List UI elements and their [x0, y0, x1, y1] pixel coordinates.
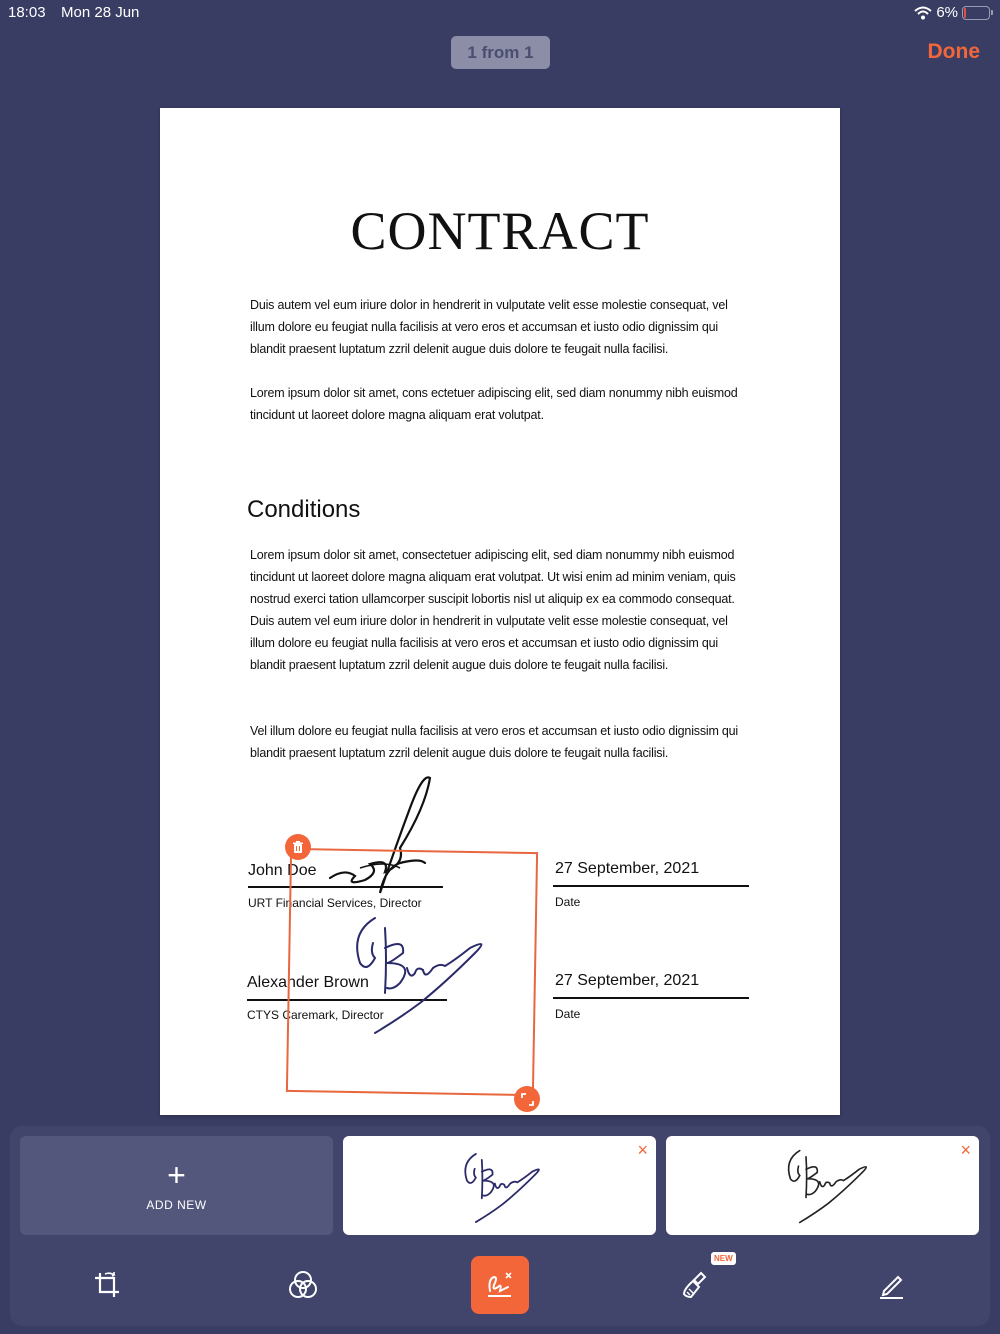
- resize-signature-handle[interactable]: [514, 1086, 540, 1112]
- filters-icon: [287, 1269, 319, 1301]
- signer-1-date: 27 September, 2021: [555, 860, 700, 877]
- new-badge: NEW: [711, 1252, 736, 1265]
- status-time: 18:03: [8, 4, 46, 21]
- signer-1-date-label: Date: [555, 895, 581, 909]
- delete-signature-button[interactable]: [285, 834, 311, 860]
- battery-icon: [962, 6, 990, 20]
- trash-icon: [292, 841, 304, 854]
- page-counter: 1 from 1: [451, 36, 550, 69]
- signer-1-name: John Doe: [248, 862, 317, 879]
- saved-signature-image: [781, 1144, 881, 1229]
- filters-button[interactable]: [274, 1256, 332, 1314]
- battery-percent: 6%: [936, 4, 958, 21]
- date-line: [553, 997, 749, 999]
- battery-level: [964, 8, 966, 18]
- add-new-signature-button[interactable]: [20, 1136, 333, 1235]
- document-paragraph: Lorem ipsum dolor sit amet, cons ectetuer adipiscing elit, sed diam nonummy nibh euismod tincidunt ut laoreet dolore magna aliquam erat volutpat.: [250, 386, 738, 422]
- signature-tool-button[interactable]: [471, 1256, 529, 1314]
- signer-2-name: Alexander Brown: [247, 974, 369, 991]
- status-indicators: [914, 4, 990, 21]
- wifi-icon: [914, 6, 932, 20]
- signer-2-date-label: Date: [555, 1007, 581, 1021]
- document-heading: Conditions: [247, 496, 361, 523]
- status-date: Mon 28 Jun: [61, 4, 140, 21]
- saved-signature-image: [458, 1148, 553, 1228]
- status-bar: [0, 0, 1000, 26]
- add-new-label: ADD NEW: [146, 1197, 207, 1212]
- crop-rotate-icon: [92, 1270, 122, 1300]
- signer-2-role: CTYS Caremark, Director: [247, 1008, 384, 1022]
- saved-signature-card[interactable]: [343, 1136, 656, 1235]
- signature-icon: [484, 1269, 516, 1301]
- document-paragraph: Duis autem vel eum iriure dolor in hendrerit in vulputate velit esse molestie consequat, vel illum dolore eu feugiat nulla facilisis at vero eros et accumsan et iusto odio dignissim qui blandit praesent luptatum zzril delenit augue duis dolore te feugait nulla facilisi.: [250, 298, 728, 356]
- saved-signature-card[interactable]: [666, 1136, 979, 1235]
- crop-rotate-button[interactable]: [78, 1256, 136, 1314]
- done-button[interactable]: Done: [927, 40, 980, 63]
- document-title: CONTRACT: [350, 201, 650, 261]
- document-paragraph: Vel illum dolore eu feugiat nulla facilisis at vero eros et accumsan et iusto odio dignissim qui blandit praesent luptatum zzril delenit augue duis dolore te feugait nulla facilisi.: [250, 724, 739, 760]
- signer-1-role: URT Financial Services, Director: [248, 896, 422, 910]
- edit-button[interactable]: [862, 1256, 920, 1314]
- edit-pen-icon: [876, 1270, 906, 1300]
- resize-icon: [521, 1093, 534, 1106]
- plus-icon: +: [167, 1156, 186, 1193]
- remove-signature-close-icon[interactable]: ×: [637, 1140, 648, 1160]
- signer-2-date: 27 September, 2021: [555, 972, 700, 989]
- cleaner-brush-icon: [681, 1270, 711, 1300]
- date-line: [553, 885, 749, 887]
- remove-signature-close-icon[interactable]: ×: [960, 1140, 971, 1160]
- signature-selection-box[interactable]: [286, 848, 538, 1096]
- document-paragraph: Lorem ipsum dolor sit amet, consectetuer adipiscing elit, sed diam nonummy nibh euismod tincidunt ut laoreet dolore magna aliquam erat volutpat. Ut wisi enim ad minim veniam, quis nostrud exerci tation ullamcorper suscipit lobortis nisl ut aliquip ex ea commodo consequat. Duis autem vel eum iriure dolor in hendrerit in vulputate velit esse molestie consequat, vel illum dolore eu feugiat nulla facilisis at vero eros et accumsan et iusto odio dignissim qui blandit praesent luptatum zzril delenit augue duis dolore te feugait nulla facilisi.: [250, 548, 736, 672]
